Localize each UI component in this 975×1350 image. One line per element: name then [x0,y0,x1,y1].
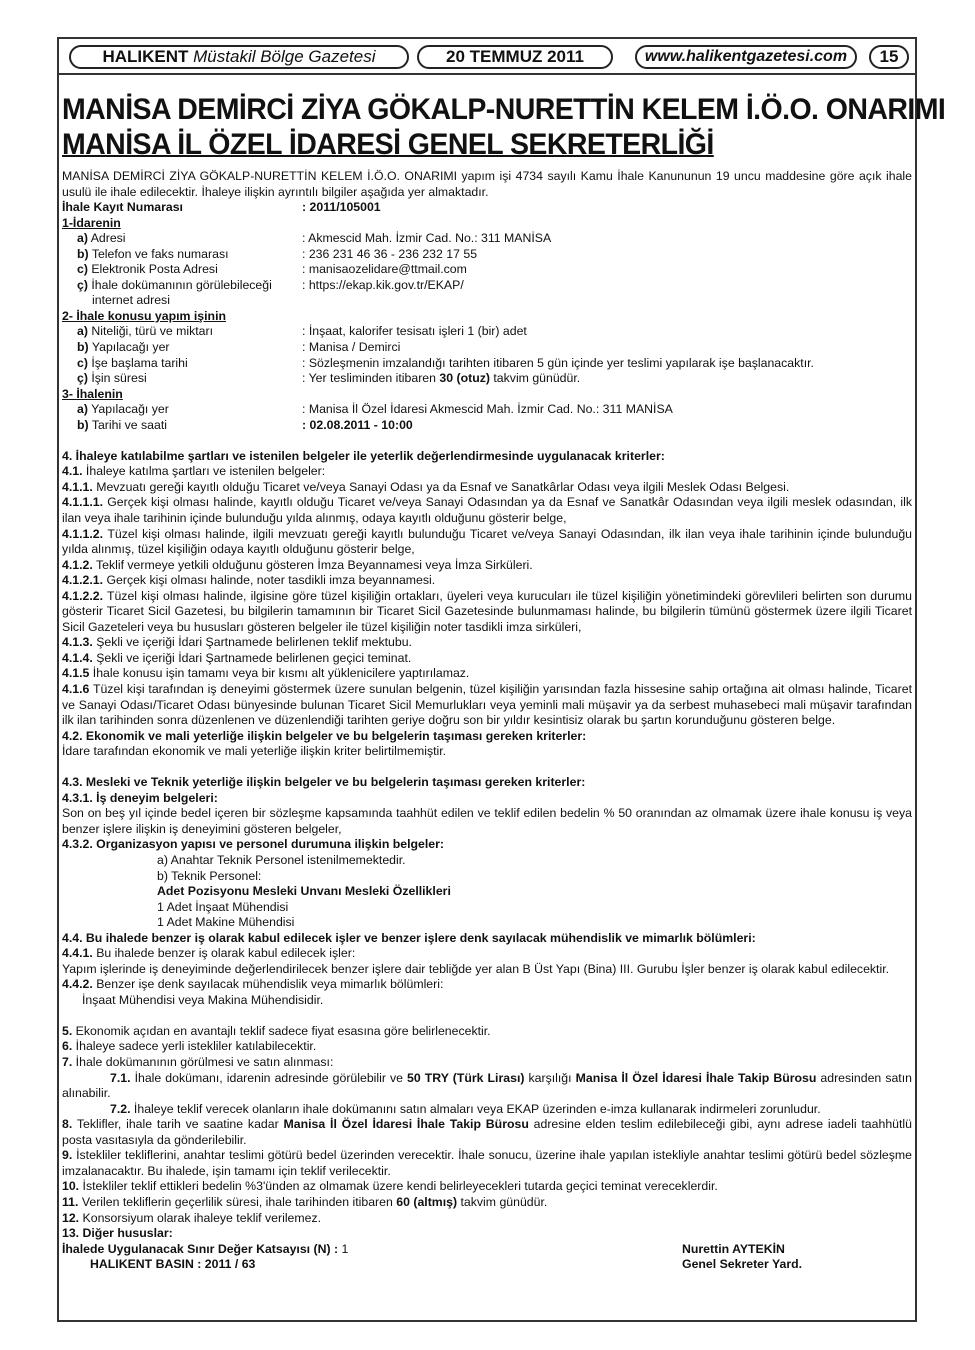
p-13: 13. Diğer hususlar: [62,1226,173,1241]
p-4-1-2-1: 4.1.2.1. Gerçek kişi olması halinde, noter tasdikli imza beyannamesi. [62,573,436,588]
p-4-1: 4.1. İhaleye katılma şartları ve istenilen belgeler: [62,464,326,479]
p-4-3-1-title: 4.3.1. İş deneyim belgeleri: [62,790,218,805]
p-7-1: 7.1. İhale dokümanı, idarenin adresinde görülebilir ve 50 TRY (Türk Lirası) karşılığı Manisa İl Özel İdaresi İhale Takip Bürosu adresinden satın alınabilir. [62,1070,912,1101]
footer-row-1: İhalede Uygulanacak Sınır Değer Katsayısı (N) : 1 Nurettin AYTEKİN [62,1242,912,1258]
section-1-title: 1-İdarenin [62,215,121,230]
s1-phone: b) Telefon ve faks numarası : 236 231 46 36 - 236 232 17 55 [77,246,478,261]
issue-date-badge: 20 TEMMUZ 2011 [417,45,613,69]
p-4-1-1: 4.1.1. Mevzuatı gereği kayıtlı olduğu Ticaret ve/veya Sanayi Odası ya da Esnaf ve Sanatkârlar Odası veya ilgili Meslek Odası Belgesi. [62,479,790,494]
s2-nature: a) Niteliği, türü ve miktarı : İnşaat, kalorifer tesisatı işleri 1 (bir) adet [77,324,527,339]
p-4-2: İdare tarafından ekonomik ve mali yeterliğe ilişkin kriter belirtilmemiştir. [62,744,447,759]
p-11: 11. Verilen tekliflerin geçerlilik süresi, ihale tarihinden itibaren 60 (altmış) takvim günüdür. [62,1194,548,1209]
p-6: 6. İhaleye sadece yerli istekliler katılabilecektir. [62,1039,317,1054]
p-9: 9. İstekliler tekliflerini, anahtar teslimi götürü bedel üzerinden verecektir. İhale sonucu, üzerine ihale yapılan istekliyle anahtar teslimi götürü bedel sözleşme imzalanacaktır. Bu ihalede, işin tamamı için teklif verilecektir. [62,1148,912,1178]
section-2-title: 2- İhale konusu yapım işinin [62,308,226,323]
p-4-3-title: 4.3. Mesleki ve Teknik yeterliğe ilişkin belgeler ve bu belgelerin taşıması gereken kriterler: [62,775,586,790]
p-4-3-2-title: 4.3.2. Organizasyon yapısı ve personel durumuna ilişkin belgeler: [62,837,445,852]
p-4-1-6: 4.1.6 Tüzel kişi tarafından iş deneyimi göstermek üzere sunulan belgenin, tüzel kişiliğin yarısından fazla hissesine sahip ortağına ait olması halinde, Ticaret ve Sanayi Odası/Ticaret Odası bünyesinde bulunan Ticaret Sicil Memurlukları veya yeminli mali müşavir ya da serbest muhasebeci mali müşavir tarafından ilk ilan tarihinden sonra düzenlenen ve düzenlendiği tarihten geriye doğru son bir yıldır kesintisiz olarak bu şartın korunduğunu gösteren belge. [62,682,912,728]
p-4-1-2: 4.1.2. Teklif vermeye yetkili olduğunu gösteren İmza Beyannamesi veya İmza Sirküleri. [62,557,533,572]
signer-name: Nurettin AYTEKİN [682,1241,785,1256]
p-4-4-1-body: Yapım işlerinde iş deneyiminde değerlendirilecek benzer işlere dair tebliğde yer alan B Üst Yapı (Bina) III. Gurubu İşler benzer iş olarak kabul edilecektir. [62,961,890,976]
p-7: 7. İhale dokümanının görülmesi ve satın alınması: [62,1055,334,1070]
p-5: 5. Ekonomik açıdan en avantajlı teklif sadece fiyat esasına göre belirlenecektir. [62,1023,491,1038]
personnel-header: Adet Pozisyonu Mesleki Unvanı Mesleki Özellikleri [157,884,451,899]
p-7-2: 7.2. İhaleye teklif verecek olanların ihale dokümanını satın almaları veya EKAP üzerinden e-imza kullanarak indirmeleri zorunludur. [110,1101,821,1116]
announcement [62,92,946,1273]
footer-row-2 [62,1257,912,1273]
personnel-row-2: 1 Adet Makine Mühendisi [157,915,295,930]
p-4-1-5: 4.1.5 İhale konusu işin tamamı veya bir kısmı alt yüklenicilere yaptırılamaz. [62,666,470,681]
s2-duration: ç) İşin süresi : Yer tesliminden itibaren 30 (otuz) takvim günüdür. [77,371,581,386]
s1-website-cont: internet adresi [92,293,170,308]
p-4-1-1-1: 4.1.1.1. Gerçek kişi olması halinde, kayıtlı olduğu Ticaret ve/veya Sanayi Odasından ya da Esnaf ve Sanatkâr Odasından veya ilgili meslek odasından, ilk ilan veya ihale tarihinin içinde bulunduğu yılda alınmış, odaya kayıtlı olduğunu gösterir belge, [62,495,912,525]
s1-website: ç) İhale dokümanının görülebileceği : https://ekap.kik.gov.tr/EKAP/ [77,277,464,292]
p-4-1-4: 4.1.4. Şekli ve içeriği İdari Şartnamede belirlenen geçici teminat. [62,650,412,665]
p-4-4-2-body: İnşaat Mühendisi veya Makina Mühendisidir. [82,992,324,1007]
s1-email: c) Elektronik Posta Adresi : manisaozelidare@ttmail.com [77,262,467,277]
paper-name-badge: HALIKENT Müstakil Bölge Gazetesi [69,45,409,69]
subheadline: MANİSA İL ÖZEL İDARESİ GENEL SEKRETERLİĞİ [62,128,714,161]
p-4-3-1: Son on beş yıl içinde bedel içeren bir sözleşme kapsamında taahhüt edilen ve teklif edilen bedelin % 50 oranından az olmamak üzere ihale konusu iş veya benzer işlere ilişkin iş deneyimini gösteren belgeler, [62,806,912,836]
intro-paragraph: MANİSA DEMİRCİ ZİYA GÖKALP-NURETTİN KELEM İ.Ö.O. ONARIMI yapım işi 4734 sayılı Kamu İhale Kanununun 19 uncu maddesine göre açık ihale usulü ile ihale edilecektir. İhaleye ilişkin ayrıntılı bilgiler aşağıda yer almaktadır. [62,169,912,199]
s3-location: a) Yapılacağı yer : Manisa İl Özel İdaresi Akmescid Mah. İzmir Cad. No.: 311 MANİSA [77,402,673,417]
p-8: 8. Teklifler, ihale tarih ve saatine kadar Manisa İl Özel İdaresi İhale Takip Bürosu adresine elden teslim edilebileceği gibi, aynı adrese iadeli taahhütlü posta vasıtasıyla da gönderilebilir. [62,1117,912,1147]
p-4-2-title: 4.2. Ekonomik ve mali yeterliğe ilişkin belgeler ve bu belgelerin taşıması gereken kriterler: [62,728,587,743]
signer-title: Genel Sekreter Yard. [682,1257,803,1272]
page-number-badge: 15 [869,45,909,69]
p-12: 12. Konsorsiyum olarak ihaleye teklif verilemez. [62,1210,322,1225]
p-4-3-2-a: a) Anahtar Teknik Personel istenilmemektedir. [157,852,406,867]
headline: MANİSA DEMİRCİ ZİYA GÖKALP-NURETTİN KELEM İ.Ö.O. ONARIMI [62,93,946,126]
masthead [57,37,917,75]
website-badge: www.halikentgazetesi.com [635,45,857,69]
section-4-title: 4. İhaleye katılabilme şartları ve istenilen belgeler ile yeterlik değerlendirmesinde uygulanacak kriterler: [62,448,665,463]
p-4-4-1: 4.4.1. Bu ihalede benzer iş olarak kabul edilecek işler: [62,946,356,961]
s2-start: c) İşe başlama tarihi : Sözleşmenin imzalandığı tarihten itibaren 5 gün içinde yer teslimi yapılarak işe başlanacaktır. [77,355,814,370]
s1-address: a) Adresi : Akmescid Mah. İzmir Cad. No.: 311 MANİSA [77,231,552,246]
p-4-4-2: 4.4.2. Benzer işe denk sayılacak mühendislik veya mimarlık bölümleri: [62,977,444,992]
p-4-1-1-2: 4.1.1.2. Tüzel kişi olması halinde, ilgili mevzuatı gereği kayıtlı bulunduğu Ticaret ve/veya Sanayi Odasından, ilk ilan veya ihale tarihinin içinde bulunduğu yılda alınmış, tüzel kişiliğin odaya kayıtlı olduğunu gösterir belge, [62,526,912,557]
s2-location: b) Yapılacağı yer : Manisa / Demirci [77,340,401,355]
p-4-1-3: 4.1.3. Şekli ve içeriği İdari Şartnamede belirlenen teklif mektubu. [62,635,412,650]
p-4-3-2-b: b) Teknik Personel: [157,868,262,883]
section-3-title: 3- İhalenin [62,386,123,401]
p-4-4-title: 4.4. Bu ihalede benzer iş olarak kabul edilecek işler ve benzer işlere denk sayılacak mühendislik ve mimarlık bölümleri: [62,930,756,945]
p-4-1-2-2: 4.1.2.2. Tüzel kişi olması halinde, ilgisine göre tüzel kişiliğin ortakları, üyeleri veya kurucuları ile tüzel kişiliğin yönetimindeki görevlileri belirten son durumu gösterir Ticaret Sicil Gazetesi, bu bilgilerin tamamının bir Ticaret Sicil Gazetesinde bulunmaması halinde, bu bilgilerin tümünü göstermek üzere ilgili Ticaret Sicil Gazeteleri veya bu hususları gösteren belgeler ile tüzel kişiliğin noter tasdikli imza sirküleri, [62,588,912,634]
press-code: HALIKENT BASIN : 2011 / 63 [90,1257,256,1272]
personnel-row-1: 1 Adet İnşaat Mühendisi [157,899,289,914]
p-10: 10. İstekliler teklif ettikleri bedelin %3'ünden az olmamak üzere kendi belirleyecekleri tutarda geçici teminat vereceklerdir. [62,1179,718,1194]
s3-datetime: b) Tarihi ve saati : 02.08.2011 - 10:00 [77,417,413,432]
registry-row: İhale Kayıt Numarası : 2011/105001 [62,200,381,215]
